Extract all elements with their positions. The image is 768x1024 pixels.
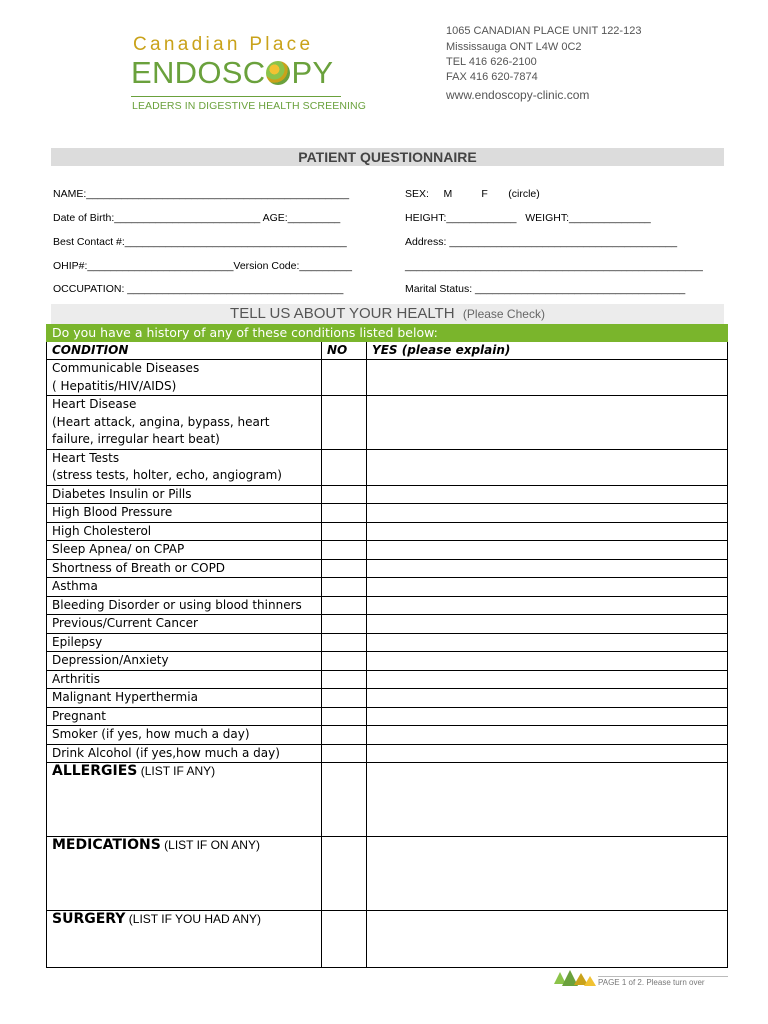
condition-label bbox=[47, 652, 322, 671]
condition-line: Smoker (if yes, how much a day) bbox=[52, 727, 250, 741]
condition-line: ( Hepatitis/HIV/AIDS) bbox=[52, 378, 177, 393]
table-row bbox=[47, 360, 728, 396]
table-row bbox=[47, 596, 728, 615]
logo-main-post: PY bbox=[291, 55, 334, 90]
surgery-row bbox=[47, 911, 728, 968]
condition-label bbox=[47, 633, 322, 652]
yes-explain-cell[interactable] bbox=[367, 744, 728, 763]
address-tel: TEL 416 626-2100 bbox=[446, 56, 537, 68]
condition-label bbox=[47, 360, 322, 396]
yes-explain-cell[interactable] bbox=[367, 596, 728, 615]
no-checkbox-cell[interactable] bbox=[322, 449, 367, 485]
no-checkbox-cell[interactable] bbox=[322, 744, 367, 763]
col-no-header: NO bbox=[322, 342, 367, 360]
condition-label bbox=[47, 744, 322, 763]
logo-main-text bbox=[131, 55, 333, 91]
condition-line: Diabetes Insulin or Pills bbox=[52, 486, 192, 501]
table-row bbox=[47, 522, 728, 541]
condition-label bbox=[47, 559, 322, 578]
condition-label bbox=[47, 396, 322, 450]
no-checkbox-cell[interactable] bbox=[322, 596, 367, 615]
surgery-sub: (LIST IF YOU HAD ANY) bbox=[125, 912, 262, 926]
page-title: PATIENT QUESTIONNAIRE bbox=[51, 148, 724, 166]
condition-line: Asthma bbox=[52, 579, 98, 593]
no-checkbox-cell[interactable] bbox=[322, 541, 367, 560]
condition-line: Bleeding Disorder or using blood thinners bbox=[52, 597, 302, 612]
table-row bbox=[47, 726, 728, 745]
yes-explain-cell[interactable] bbox=[367, 559, 728, 578]
no-checkbox-cell[interactable] bbox=[322, 504, 367, 523]
health-subtitle: (Please Check) bbox=[462, 307, 545, 321]
marital-status-field[interactable]: Marital Status: ____________________________________ bbox=[405, 283, 686, 295]
name-field[interactable]: NAME:_____________________________________________ bbox=[53, 188, 350, 200]
table-row bbox=[47, 396, 728, 450]
height-weight-field[interactable]: HEIGHT:____________ WEIGHT:______________ bbox=[405, 212, 651, 224]
condition-label bbox=[47, 578, 322, 597]
col-condition-header: CONDITION bbox=[47, 342, 322, 360]
yes-explain-cell[interactable] bbox=[367, 615, 728, 634]
table-row bbox=[47, 578, 728, 597]
condition-label bbox=[47, 541, 322, 560]
allergies-yes-cell[interactable] bbox=[367, 763, 728, 837]
condition-label bbox=[47, 485, 322, 504]
yes-explain-cell[interactable] bbox=[367, 522, 728, 541]
surgery-label-cell bbox=[47, 911, 322, 968]
table-row bbox=[47, 615, 728, 634]
condition-line: failure, irregular heart beat) bbox=[52, 432, 220, 446]
address-field[interactable]: Address: _______________________________________ bbox=[405, 236, 678, 248]
yes-explain-cell[interactable] bbox=[367, 449, 728, 485]
no-checkbox-cell[interactable] bbox=[322, 360, 367, 396]
condition-label bbox=[47, 504, 322, 523]
condition-label bbox=[47, 522, 322, 541]
medications-no-cell[interactable] bbox=[322, 837, 367, 911]
yes-explain-cell[interactable] bbox=[367, 578, 728, 597]
table-row bbox=[47, 707, 728, 726]
no-checkbox-cell[interactable] bbox=[322, 707, 367, 726]
condition-line: Heart Disease bbox=[52, 397, 137, 411]
condition-line: (Heart attack, angina, bypass, heart bbox=[52, 414, 270, 429]
yes-explain-cell[interactable] bbox=[367, 396, 728, 450]
logo-main-pre: ENDOSC bbox=[131, 55, 266, 90]
health-section-header bbox=[51, 304, 724, 324]
yes-explain-cell[interactable] bbox=[367, 726, 728, 745]
allergies-label-cell bbox=[47, 763, 322, 837]
condition-label bbox=[47, 689, 322, 708]
condition-line: Drink Alcohol (if yes,how much a day) bbox=[52, 745, 280, 760]
table-row bbox=[47, 670, 728, 689]
condition-line: High Blood Pressure bbox=[52, 505, 173, 519]
no-checkbox-cell[interactable] bbox=[322, 615, 367, 634]
leaves-logo-icon bbox=[552, 966, 596, 988]
table-row bbox=[47, 485, 728, 504]
yes-explain-cell[interactable] bbox=[367, 541, 728, 560]
dob-age-field[interactable]: Date of Birth:_________________________ AGE:_________ bbox=[53, 212, 341, 224]
allergies-sub: (LIST IF ANY) bbox=[137, 764, 216, 778]
condition-line: High Cholesterol bbox=[52, 523, 152, 538]
medications-row bbox=[47, 837, 728, 911]
condition-line: Depression/Anxiety bbox=[52, 653, 169, 667]
condition-line: (stress tests, holter, echo, angiogram) bbox=[52, 468, 282, 482]
address-line-1: 1065 CANADIAN PLACE UNIT 122-123 bbox=[446, 25, 642, 37]
no-checkbox-cell[interactable] bbox=[322, 633, 367, 652]
address-fax: FAX 416 620-7874 bbox=[446, 71, 538, 83]
address-web: www.endoscopy-clinic.com bbox=[446, 88, 590, 102]
no-checkbox-cell[interactable] bbox=[322, 559, 367, 578]
no-checkbox-cell[interactable] bbox=[322, 652, 367, 671]
health-title: TELL US ABOUT YOUR HEALTH bbox=[230, 305, 455, 322]
yes-explain-cell[interactable] bbox=[367, 707, 728, 726]
table-row bbox=[47, 633, 728, 652]
question-row bbox=[47, 325, 728, 342]
medications-label-cell bbox=[47, 837, 322, 911]
medications-sub: (LIST IF ON ANY) bbox=[160, 838, 260, 852]
condition-label bbox=[47, 596, 322, 615]
yes-explain-cell[interactable] bbox=[367, 670, 728, 689]
no-checkbox-cell[interactable] bbox=[322, 485, 367, 504]
surgery-no-cell[interactable] bbox=[322, 911, 367, 968]
condition-line: Sleep Apnea/ on CPAP bbox=[52, 542, 185, 556]
condition-line: Malignant Hyperthermia bbox=[52, 690, 198, 704]
table-row bbox=[47, 449, 728, 485]
no-checkbox-cell[interactable] bbox=[322, 396, 367, 450]
condition-line: Communicable Diseases bbox=[52, 361, 200, 375]
condition-label bbox=[47, 449, 322, 485]
condition-line: Epilepsy bbox=[52, 634, 103, 649]
yes-explain-cell[interactable] bbox=[367, 652, 728, 671]
conditions-table bbox=[46, 324, 728, 968]
logo-flower-icon bbox=[266, 61, 290, 85]
yes-explain-cell[interactable] bbox=[367, 485, 728, 504]
logo-divider bbox=[131, 96, 341, 97]
table-row bbox=[47, 559, 728, 578]
condition-line: Heart Tests bbox=[52, 450, 120, 465]
table-row bbox=[47, 541, 728, 560]
logo-top-text: Canadian Place bbox=[133, 34, 314, 55]
condition-line: Shortness of Breath or COPD bbox=[52, 560, 226, 575]
condition-line: Arthritis bbox=[52, 671, 101, 686]
footer-page-note: PAGE 1 of 2. Please turn over bbox=[598, 978, 705, 987]
address-field-2[interactable]: ___________________________________________________ bbox=[405, 260, 703, 272]
table-row bbox=[47, 744, 728, 763]
occupation-field[interactable]: OCCUPATION: _____________________________________ bbox=[53, 283, 344, 295]
condition-label bbox=[47, 726, 322, 745]
table-row bbox=[47, 689, 728, 708]
condition-label bbox=[47, 707, 322, 726]
no-checkbox-cell[interactable] bbox=[322, 670, 367, 689]
no-checkbox-cell[interactable] bbox=[322, 522, 367, 541]
address-line-2: Mississauga ONT L4W 0C2 bbox=[446, 41, 582, 53]
question-text: Do you have a history of any of these conditions listed below: bbox=[47, 325, 728, 342]
condition-label bbox=[47, 615, 322, 634]
surgery-label: SURGERY bbox=[52, 911, 126, 927]
medications-yes-cell[interactable] bbox=[367, 837, 728, 911]
allergies-row bbox=[47, 763, 728, 837]
yes-explain-cell[interactable] bbox=[367, 360, 728, 396]
no-checkbox-cell[interactable] bbox=[322, 689, 367, 708]
table-row bbox=[47, 652, 728, 671]
condition-line: Previous/Current Cancer bbox=[52, 616, 198, 630]
no-checkbox-cell[interactable] bbox=[322, 578, 367, 597]
yes-explain-cell[interactable] bbox=[367, 504, 728, 523]
no-checkbox-cell[interactable] bbox=[322, 726, 367, 745]
col-yes-header: YES (please explain) bbox=[367, 342, 728, 360]
contact-field[interactable]: Best Contact #:______________________________________ bbox=[53, 236, 347, 248]
ohip-field[interactable]: OHIP#:_________________________Version Code:_________ bbox=[53, 260, 352, 272]
condition-label bbox=[47, 670, 322, 689]
medications-label: MEDICATIONS bbox=[52, 837, 161, 853]
yes-explain-cell[interactable] bbox=[367, 633, 728, 652]
condition-line: Pregnant bbox=[52, 708, 106, 723]
allergies-no-cell[interactable] bbox=[322, 763, 367, 837]
sex-field[interactable]: SEX: M F (circle) bbox=[405, 188, 540, 200]
table-header-row bbox=[47, 342, 728, 360]
yes-explain-cell[interactable] bbox=[367, 689, 728, 708]
allergies-label: ALLERGIES bbox=[52, 763, 138, 779]
logo-tagline: LEADERS IN DIGESTIVE HEALTH SCREENING bbox=[132, 100, 366, 112]
table-row bbox=[47, 504, 728, 523]
footer-divider bbox=[598, 976, 728, 977]
surgery-yes-cell[interactable] bbox=[367, 911, 728, 968]
